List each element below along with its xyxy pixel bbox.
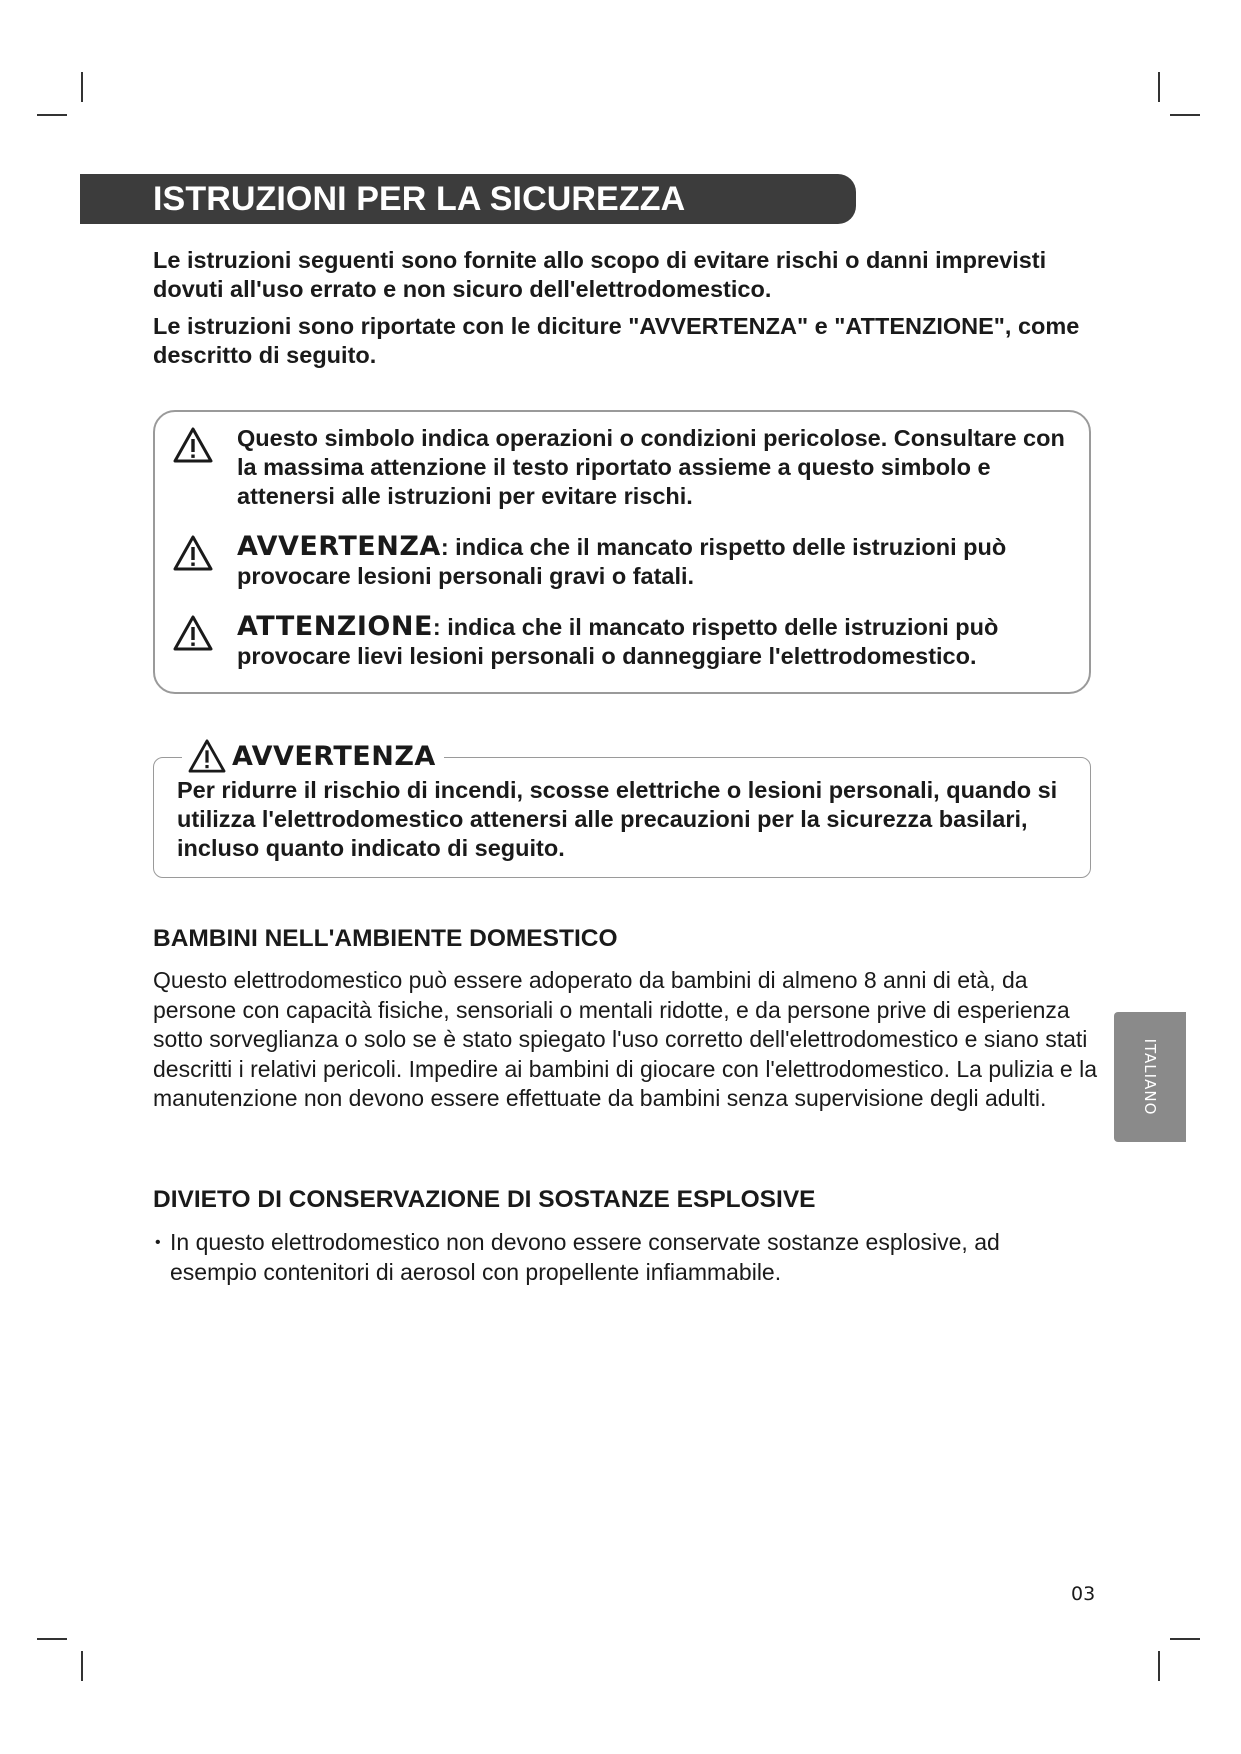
symbol-entry-text <box>237 424 1078 511</box>
symbol-entry-attenzione <box>173 612 1078 671</box>
avvertenza-heading <box>182 738 444 774</box>
avvertenza-heading-text: AVVERTENZA <box>232 740 436 772</box>
warning-triangle-icon <box>173 535 213 571</box>
avvertenza-text: Per ridurre il rischio di incendi, scosse elettriche o lesioni personali, quando si utilizza l'elettrodomestico attenersi alle precauzioni per la sicurezza basilari, incluso quanto indicato di seguito. <box>177 777 1058 861</box>
symbol-entry-avvertenza <box>173 532 1078 591</box>
section-title-children: BAMBINI NELL'AMBIENTE DOMESTICO <box>153 925 618 952</box>
crop-mark <box>81 1651 83 1681</box>
list-item <box>153 1228 1053 1287</box>
intro-text: Le istruzioni seguenti sono fornite allo scopo di evitare rischi o danni imprevisti dovuti all'uso errato e non sicuro dell'elettrodomestico. <box>153 247 1047 302</box>
crop-mark <box>1170 1638 1200 1640</box>
page-number: 03 <box>1071 1583 1096 1605</box>
bullet-icon: • <box>155 1234 161 1251</box>
language-tab <box>1114 1012 1186 1142</box>
crop-mark <box>81 72 83 102</box>
crop-mark <box>37 114 67 116</box>
list-item-text: In questo elettrodomestico non devono essere conservate sostanze esplosive, ad esempio contenitori di aerosol con propellente infiammabile. <box>170 1229 1000 1285</box>
language-tab-label: ITALIANO <box>1141 1038 1159 1116</box>
symbol-entry-danger <box>173 424 1078 511</box>
avvertenza-box <box>153 740 1091 878</box>
crop-mark <box>1158 1651 1160 1681</box>
symbol-entry-text <box>237 532 1078 591</box>
warning-triangle-icon <box>173 427 213 463</box>
crop-mark <box>1158 72 1160 102</box>
symbol-entry-description: : indica che il mancato rispetto delle istruzioni può provocare lievi lesioni personali o danneggiare l'elettrodomestico. <box>237 614 999 669</box>
symbol-entry-keyword: ATTENZIONE <box>237 611 433 642</box>
symbol-entry-description: : indica che il mancato rispetto delle istruzioni può provocare lesioni personali gravi o fatali. <box>237 534 1007 589</box>
page-title-bar <box>80 174 856 224</box>
section-title-explosives: DIVIETO DI CONSERVAZIONE DI SOSTANZE ESPLOSIVE <box>153 1186 816 1213</box>
symbol-explanation-box <box>153 410 1091 694</box>
intro-paragraph-2 <box>153 312 1093 370</box>
warning-triangle-icon <box>173 615 213 651</box>
crop-mark <box>1170 114 1200 116</box>
symbol-entry-text <box>237 612 1078 671</box>
symbol-entry-description: Questo simbolo indica operazioni o condizioni pericolose. Consultare con la massima attenzione il testo riportato assieme a questo simbolo e attenersi alle istruzioni per evitare rischi. <box>237 425 1065 509</box>
symbol-entry-keyword: AVVERTENZA <box>237 531 441 562</box>
page-title: ISTRUZIONI PER LA SICUREZZA <box>153 180 686 218</box>
crop-mark <box>37 1638 67 1640</box>
intro-text: Le istruzioni sono riportate con le diciture "AVVERTENZA" e "ATTENZIONE", come descritto di seguito. <box>153 313 1080 368</box>
intro-paragraph-1 <box>153 246 1093 304</box>
warning-triangle-icon <box>188 739 226 773</box>
section-body-children: Questo elettrodomestico può essere adoperato da bambini di almeno 8 anni di età, da persone con capacità fisiche, sensoriali o mentali ridotte, e da persone prive di esperienza sotto sorveglianza o solo se è stato spiegato l'uso corretto dell'elettrodomestico e siano stati descritti i relativi pericoli. Impedire ai bambini di giocare con l'elettrodomestico. La pulizia e la manutenzione non devono essere effettuate da bambini senza supervisione degli adulti. <box>153 967 1097 1111</box>
